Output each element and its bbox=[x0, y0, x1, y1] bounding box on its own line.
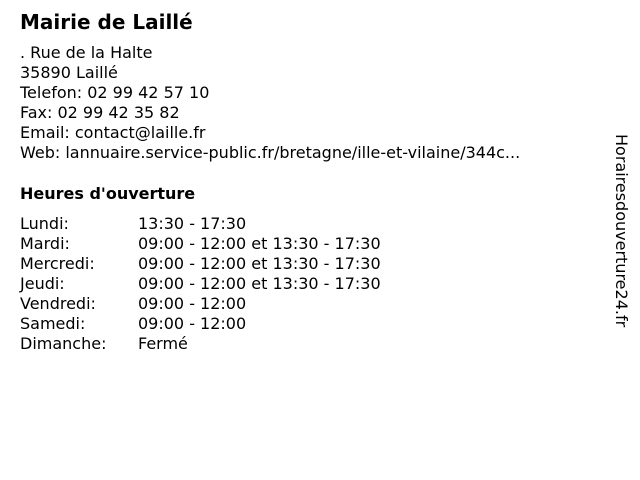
phone-line[interactable]: Telefon: 02 99 42 57 10 bbox=[20, 83, 210, 102]
time-value: 09:00 - 12:00 et 13:30 - 17:30 bbox=[138, 274, 381, 293]
contact-block bbox=[20, 43, 520, 163]
time-value: 09:00 - 12:00 et 13:30 - 17:30 bbox=[138, 234, 381, 253]
day-label: Samedi: bbox=[20, 314, 86, 333]
time-value: 09:00 - 12:00 bbox=[138, 314, 247, 333]
day-label: Lundi: bbox=[20, 214, 69, 233]
website-link[interactable]: Web: lannuaire.service-public.fr/bretagne/ille-et-vilaine/344c... bbox=[20, 143, 521, 162]
fax-line: Fax: 02 99 42 35 82 bbox=[20, 103, 180, 122]
address-city: 35890 Laillé bbox=[20, 63, 118, 82]
time-value: Fermé bbox=[138, 334, 188, 353]
address-street: . Rue de la Halte bbox=[20, 43, 153, 62]
site-watermark: Horairesdouverture24.fr bbox=[612, 134, 631, 328]
hours-heading: Heures d'ouverture bbox=[20, 184, 196, 203]
email-link[interactable]: Email: contact@laille.fr bbox=[20, 123, 206, 142]
page-title: Mairie de Laillé bbox=[20, 10, 193, 34]
day-label: Jeudi: bbox=[20, 274, 65, 293]
day-label: Vendredi: bbox=[20, 294, 96, 313]
day-label: Mercredi: bbox=[20, 254, 95, 273]
day-label: Mardi: bbox=[20, 234, 70, 253]
time-value: 13:30 - 17:30 bbox=[138, 214, 247, 233]
day-label: Dimanche: bbox=[20, 334, 107, 353]
time-value: 09:00 - 12:00 et 13:30 - 17:30 bbox=[138, 254, 381, 273]
time-value: 09:00 - 12:00 bbox=[138, 294, 247, 313]
